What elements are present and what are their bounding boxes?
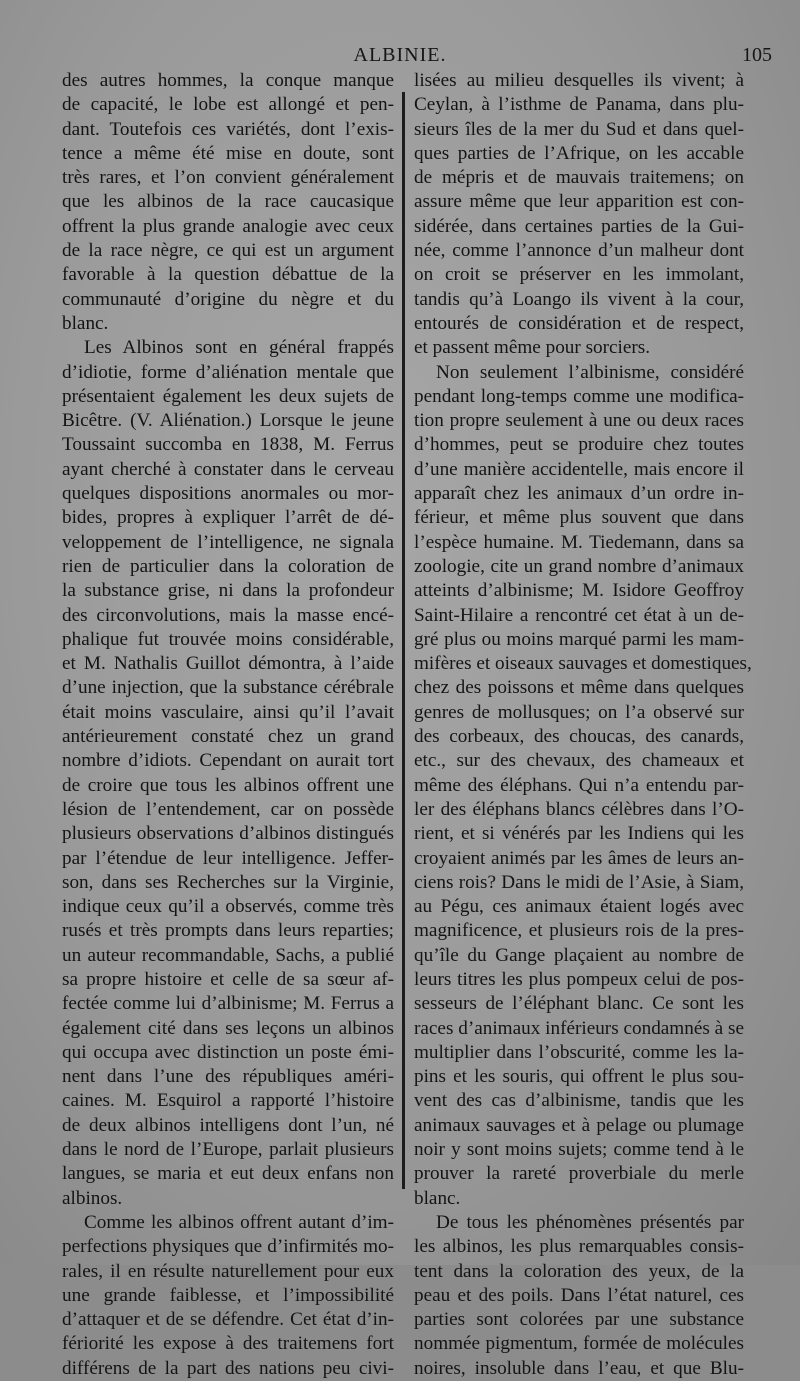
- text-line: nent dans l’une des républiques améri-: [62, 1066, 394, 1088]
- text-line: zoologie, cite un grand nombre d’animaux: [414, 555, 744, 577]
- text-line: Non seulement l’albinisme, considéré: [436, 361, 744, 383]
- text-line: noir y sont moins sujets; comme tend à le: [414, 1139, 744, 1161]
- text-line: prouver la rareté proverbiale du merle: [414, 1163, 744, 1185]
- text-line: une grande faiblesse, et l’impossibilité: [62, 1284, 394, 1306]
- text-line: sidérée, dans certaines parties de la Gui-: [414, 215, 744, 237]
- text-line: apparaît chez les animaux d’un ordre in-: [414, 483, 744, 505]
- text-line: Bicêtre. (V. Aliénation.) Lorsque le jeune: [62, 410, 394, 432]
- text-line: d’attaquer et de se défendre. Cet état d’in-: [62, 1309, 394, 1331]
- text-line: langues, se maria et eut deux enfans non: [62, 1163, 394, 1185]
- text-line: Saint-Hilaire a rencontré cet état à un de-: [414, 604, 744, 626]
- text-line: lésion de l’entendement, car on possède: [62, 798, 394, 820]
- text-line: par l’étendue de leur intelligence. Jeffer-: [62, 847, 394, 869]
- text-line: qui occupa avec distinction un poste émi-: [62, 1041, 394, 1063]
- text-line: de deux albinos intelligens dont l’un, né: [62, 1114, 394, 1136]
- text-line: antérieurement constaté chez un grand: [62, 726, 394, 748]
- text-line: albinos.: [62, 1187, 123, 1209]
- text-line: favorable à la question débattue de la: [62, 264, 394, 286]
- text-line: sesseurs de l’éléphant blanc. Ce sont les: [414, 993, 744, 1015]
- text-line: mifères et oiseaux sauvages et domestiques,: [414, 653, 752, 675]
- text-line: de mépris et de mauvais traitemens; on: [414, 167, 744, 189]
- text-line: sa propre histoire et celle de sa sœur af-: [62, 968, 394, 990]
- running-title: ALBINIE.: [353, 44, 447, 66]
- text-line: différens de la part des nations peu civi-: [62, 1357, 394, 1379]
- text-line: tion propre seulement à une ou deux races: [414, 410, 744, 432]
- text-line: quelques dispositions anormales ou mor-: [62, 483, 394, 505]
- text-line: était moins vasculaire, ainsi qu’il l’avait: [62, 701, 394, 723]
- column-rule: [402, 92, 405, 1189]
- text-line: des circonvolutions, mais la masse encé-: [62, 604, 394, 626]
- text-line: bides, propres à expliquer l’arrêt de dé-: [62, 507, 394, 529]
- text-line: de la race nègre, ce qui est un argument: [62, 240, 394, 262]
- text-line: atteints d’albinisme; M. Isidore Geoffroy: [414, 580, 744, 602]
- text-line: fériorité les expose à des traitemens fort: [62, 1333, 394, 1355]
- text-line: un auteur recommandable, Sachs, a publié: [62, 944, 394, 966]
- text-line: caines. M. Esquirol a rapporté l’histoire: [62, 1090, 394, 1112]
- text-line: gré plus ou moins marqué parmi les mam-: [414, 628, 744, 650]
- text-line: et M. Nathalis Guillot démontra, à l’aide: [62, 653, 394, 675]
- text-line: très rares, et l’on convient généralement: [62, 167, 394, 189]
- text-line: au Pégu, ces animaux étaient logés avec: [414, 896, 744, 918]
- text-line: Les Albinos sont en général frappés: [84, 337, 394, 359]
- text-line: que les albinos de la race caucasique: [62, 191, 394, 213]
- text-line: née, comme l’annonce d’un malheur dont: [414, 240, 744, 262]
- text-line: perfections physiques que d’infirmités mo-: [62, 1236, 394, 1258]
- text-line: pins et les souris, qui offrent le plus sou-: [414, 1066, 744, 1088]
- text-line: croyaient animés par les âmes de leurs an-: [414, 847, 744, 869]
- text-line: etc., sur des chevaux, des chameaux et: [414, 750, 744, 772]
- right-column: [414, 69, 752, 1381]
- text-line: chez des poissons et même dans quelques: [414, 677, 744, 699]
- text-line: sieurs îles de la mer du Sud et dans quel-: [414, 118, 744, 140]
- text-line: dant. Toutefois ces variétés, dont l’exis-: [62, 118, 394, 140]
- text-line: de croire que tous les albinos offrent une: [62, 774, 394, 796]
- text-line: genres de mollusques; on l’a observé sur: [414, 701, 744, 723]
- text-line: veloppement de l’intelligence, ne signala: [62, 531, 394, 553]
- text-line: ciens rois? Dans le midi de l’Asie, à Siam,: [414, 871, 744, 893]
- text-line: assure même que leur apparition est con-: [414, 191, 744, 213]
- text-line: ayant cherché à constater dans le cerveau: [62, 458, 394, 480]
- text-line: fectée comme lui d’albinisme; M. Ferrus a: [62, 993, 394, 1015]
- text-line: magnificence, et plusieurs rois de la pres-: [414, 920, 744, 942]
- text-line: indique ceux qu’il a observés, comme très: [62, 896, 394, 918]
- text-line: leurs titres les plus pompeux celui de pos-: [414, 968, 744, 990]
- text-line: lisées au milieu desquelles ils vivent; à: [414, 70, 744, 91]
- text-line: tent dans la coloration des yeux, de la: [414, 1260, 744, 1282]
- text-line: la substance grise, ni dans la profondeur: [62, 580, 394, 602]
- text-line: des autres hommes, la conque manque: [62, 70, 394, 91]
- text-line: De tous les phénomènes présentés par: [436, 1211, 744, 1233]
- text-line: rient, et si vénérés par les Indiens qui les: [414, 823, 744, 845]
- text-line: Ceylan, à l’isthme de Panama, dans plu-: [414, 94, 744, 116]
- text-line: Comme les albinos offrent autant d’im-: [84, 1211, 394, 1233]
- text-line: rales, il en résulte naturellement pour eux: [62, 1260, 394, 1282]
- text-line: tandis qu’à Loango ils vivent à la cour,: [414, 288, 744, 310]
- text-line: l’espèce humaine. M. Tiedemann, dans sa: [414, 531, 744, 553]
- text-line: d’idiotie, forme d’aliénation mentale que: [62, 361, 394, 383]
- text-line: tence a même été mise en doute, sont: [62, 142, 394, 164]
- text-line: races d’animaux inférieurs condamnés à se: [414, 1017, 744, 1039]
- text-line: d’hommes, peut se produire chez toutes: [414, 434, 744, 456]
- text-line: noires, insoluble dans l’eau, et que Blu-: [414, 1357, 744, 1379]
- text-line: d’une manière accidentelle, mais encore il: [414, 458, 744, 480]
- text-line: entourés de considération et de respect,: [414, 312, 744, 334]
- text-line: dans le nord de l’Europe, parlait plusieurs: [62, 1139, 394, 1161]
- text-line: Toussaint succomba en 1838, M. Ferrus: [62, 434, 394, 456]
- text-line: et passent même pour sorciers.: [414, 337, 651, 359]
- text-line: nombre d’idiots. Cependant on aurait tort: [62, 750, 394, 772]
- text-line: qu’île du Gange plaçaient au nombre de: [414, 944, 744, 966]
- text-line: son, dans ses Recherches sur la Virginie,: [62, 871, 394, 893]
- page-number: 105: [742, 44, 772, 66]
- text-line: des corbeaux, des choucas, des canards,: [414, 726, 744, 748]
- left-column: [62, 69, 394, 1381]
- text-line: férieur, et même plus souvent que dans: [414, 507, 744, 529]
- text-line: on croit se préserver en les immolant,: [414, 264, 744, 286]
- text-line: ques parties de l’Afrique, on les accable: [414, 142, 744, 164]
- text-line: même des éléphans. Qui n’a entendu par-: [414, 774, 744, 796]
- text-line: de capacité, le lobe est allongé et pen-: [62, 94, 394, 116]
- text-line: animaux sauvages et à pelage ou plumage: [414, 1114, 744, 1136]
- text-line: d’une injection, que la substance cérébrale: [62, 677, 394, 699]
- text-line: phalique fut trouvée moins considérable,: [62, 628, 394, 650]
- text-line: peau et des poils. Dans l’état naturel, ces: [414, 1284, 744, 1306]
- text-line: rien de particulier dans la coloration de: [62, 555, 394, 577]
- text-line: pendant long-temps comme une modifica-: [414, 385, 744, 407]
- text-line: ler des éléphans blancs célèbres dans l’O-: [414, 798, 744, 820]
- text-line: également cité dans ses leçons un albinos: [62, 1017, 394, 1039]
- text-line: blanc.: [414, 1187, 461, 1209]
- text-line: parties sont colorées par une substance: [414, 1309, 744, 1331]
- text-line: présentaient également les deux sujets de: [62, 385, 394, 407]
- text-line: les albinos, les plus remarquables consis-: [414, 1236, 744, 1258]
- text-line: multiplier dans l’obscurité, comme les la-: [414, 1041, 744, 1063]
- text-line: nommée pigmentum, formée de molécules: [414, 1333, 744, 1355]
- text-line: vent des cas d’albinisme, tandis que les: [414, 1090, 744, 1112]
- text-line: communauté d’origine du nègre et du: [62, 288, 394, 310]
- text-line: rusés et très prompts dans leurs reparties;: [62, 920, 394, 942]
- text-line: offrent la plus grande analogie avec ceux: [62, 215, 394, 237]
- text-line: plusieurs observations d’albinos distingués: [62, 823, 394, 845]
- text-line: blanc.: [62, 312, 109, 334]
